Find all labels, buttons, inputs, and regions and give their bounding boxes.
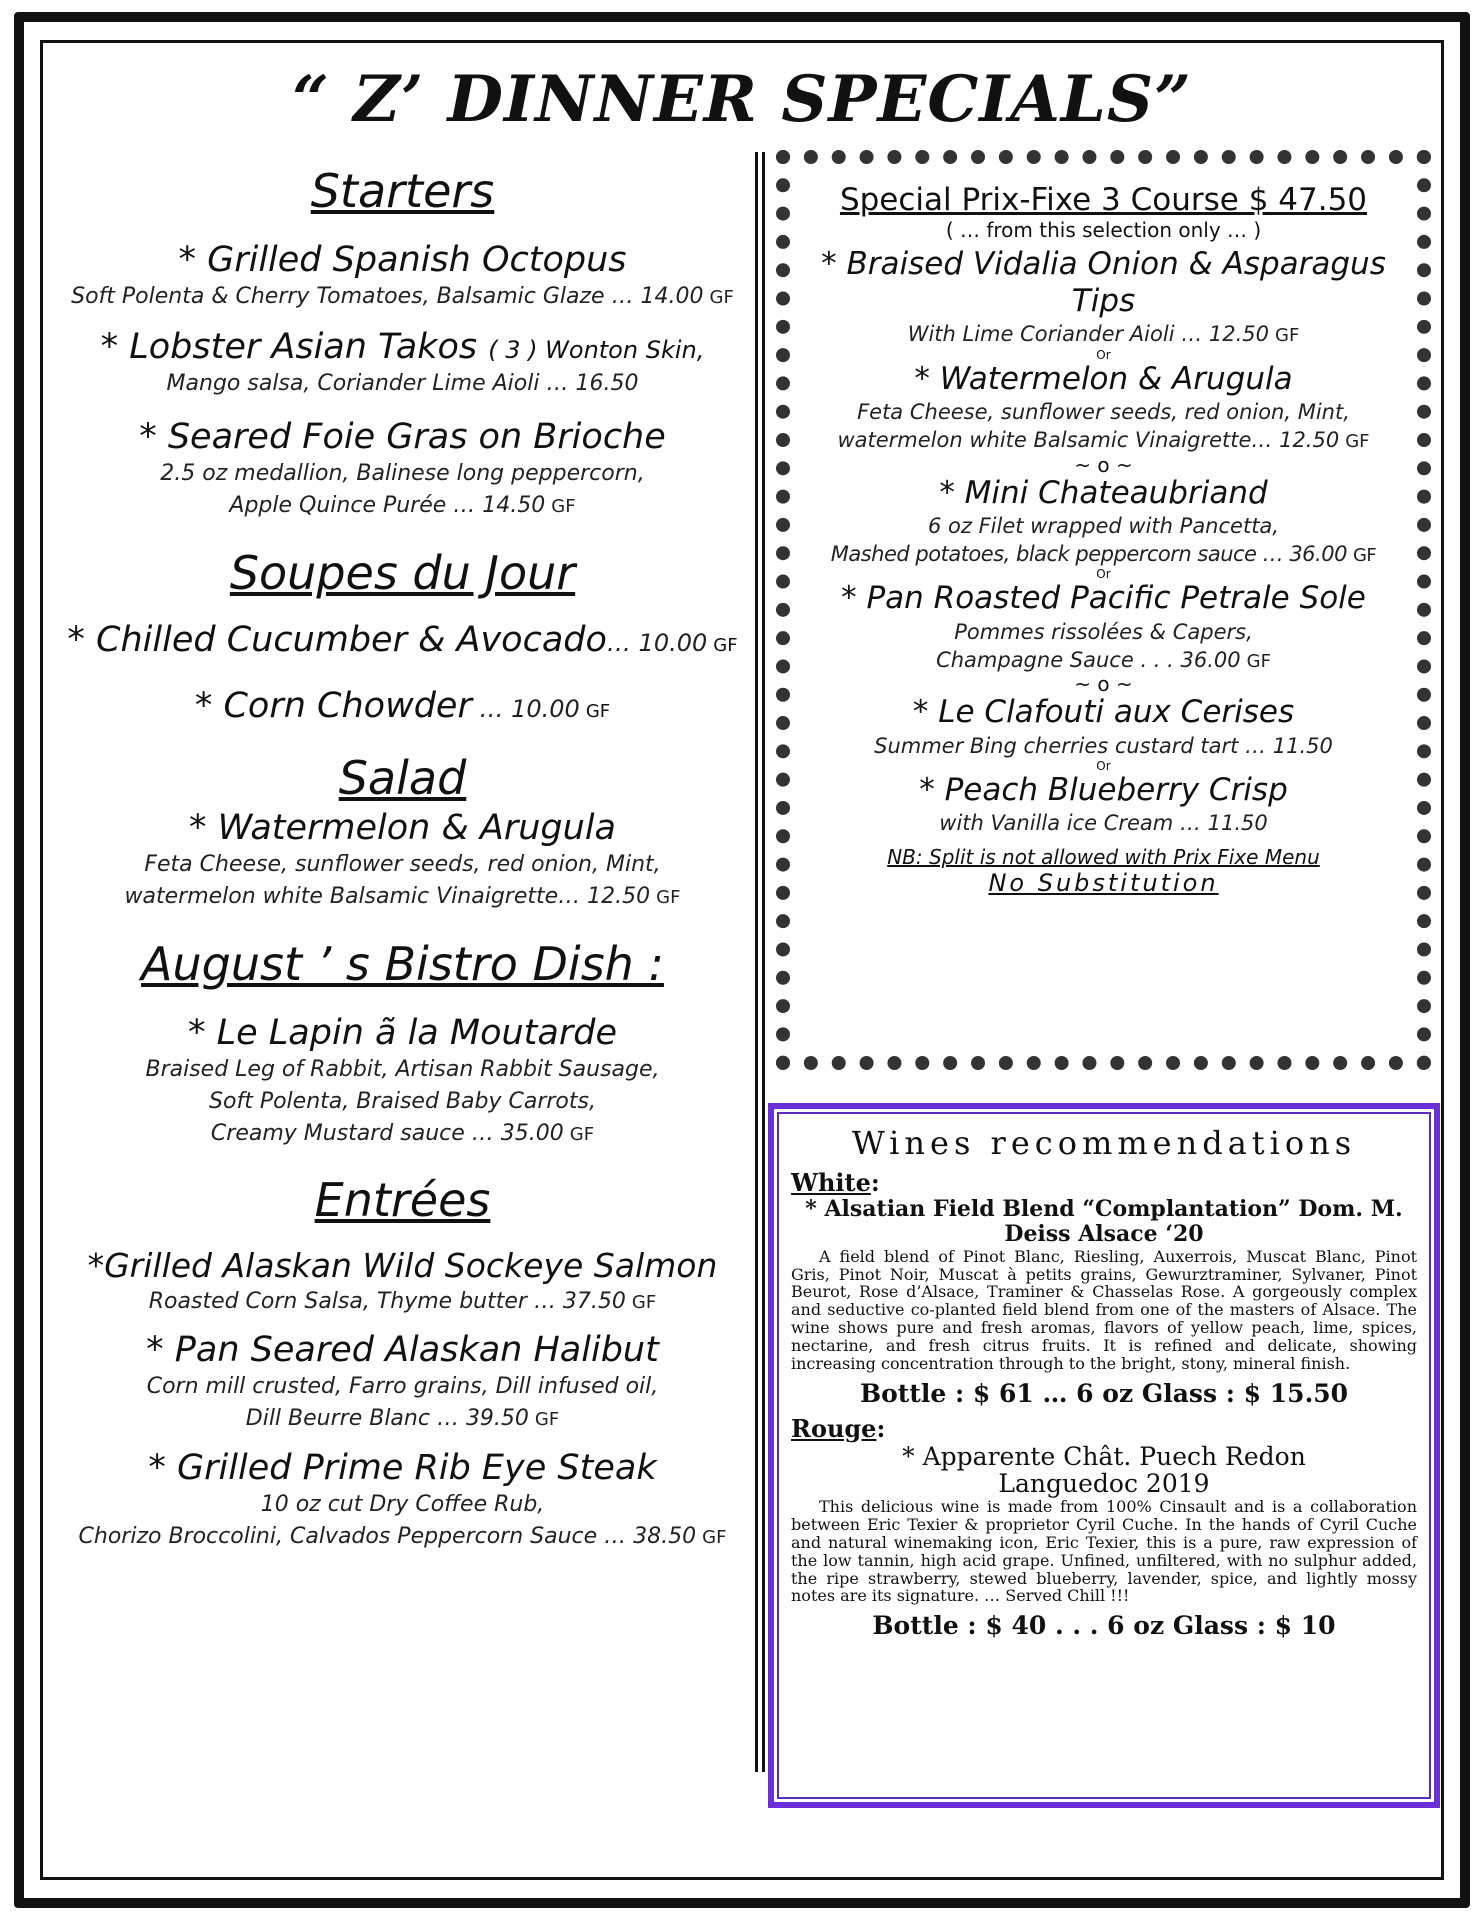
soup-cucumber: * Chilled Cucumber & Avocado… 10.00 GF <box>67 619 738 660</box>
bistro-desc-1: Braised Leg of Rabbit, Artisan Rabbit Sausage, <box>145 1056 660 1082</box>
no-substitution-note: No Substitution <box>988 869 1219 898</box>
white-wine-price: Bottle : $ 61 … 6 oz Glass : $ 15.50 <box>859 1378 1349 1408</box>
prix-sole-desc-1: Pommes rissolées & Capers, <box>954 619 1253 644</box>
left-column <box>55 160 750 1553</box>
rouge-wine-desc: This delicious wine is made from 100% Cinsault and is a collaboration between Eric Texier & proprietor Cyril Cuche. In the hands of Cyril Cuche and natural winemaking icon, Eric Texier, this is a pure, raw expression of the low tannin, high acid grape. Unfined, unfiltered, with no sulphur added, the ripe strawberry, stewed blueberry, lavender, spice, and lightly mossy notes are its signature. … Served Chill !!! <box>791 1496 1417 1606</box>
entree-halibut-desc-2: Dill Beurre Blanc … 39.50 GF <box>245 1406 560 1432</box>
salad-desc-2: watermelon white Balsamic Vinaigrette… 12.50 GF <box>124 884 681 910</box>
rouge-label: Rouge: <box>791 1413 886 1443</box>
entree-salmon-name: *Grilled Alaskan Wild Sockeye Salmon <box>87 1245 718 1285</box>
soup-corn: * Corn Chowder … 10.00 GF <box>194 685 611 726</box>
entree-salmon-desc: Roasted Corn Salsa, Thyme butter … 37.50 GF <box>148 1288 657 1314</box>
prix-clafouti-name: * Le Clafouti aux Cerises <box>912 694 1295 731</box>
prix-fixe-heading: Special Prix-Fixe 3 Course $ 47.50 <box>839 182 1368 218</box>
starters-heading: Starters <box>310 164 495 218</box>
starter-octopus-desc: Soft Polenta & Cherry Tomatoes, Balsamic Glaze … 14.00 GF <box>71 283 734 309</box>
prix-fixe-sub: ( … from this selection only … ) <box>945 218 1262 242</box>
rouge-wine-name-2: Languedoc 2019 <box>998 1469 1210 1499</box>
prix-sole-desc-2: Champagne Sauce . . . 36.00 GF <box>936 648 1271 672</box>
prix-watermelon-name: * Watermelon & Arugula <box>914 360 1293 397</box>
starter-foie-desc-1: 2.5 oz medallion, Balinese long peppercorn, <box>160 461 645 487</box>
starter-octopus-name: * Grilled Spanish Octopus <box>178 239 627 280</box>
bistro-heading: August ’ s Bistro Dish : <box>141 937 664 992</box>
bistro-desc-3: Creamy Mustard sauce … 35.00 GF <box>210 1120 595 1146</box>
wine-box <box>768 1103 1440 1808</box>
white-wine-name: * Alsatian Field Blend “Complantation” Dom. M. Deiss Alsace ‘20 <box>805 1196 1403 1248</box>
course-separator: ~ o ~ <box>1074 672 1133 697</box>
or-divider: Or <box>1096 758 1111 773</box>
prix-watermelon-desc-1: Feta Cheese, sunflower seeds, red onion, Mint, <box>857 399 1350 424</box>
white-wine-desc: A field blend of Pinot Blanc, Riesling, Auxerrois, Muscat Blanc, Pinot Gris, Pinot Noir, Muscat à petits grains, Gewurztraminer, Sylvaner, Pinot Beurot, Rose d’Alsace, Traminer & Chasselas Rose. A gorgeously complex and seductive co-planted field blend from one of the masters of Alsace. The wine shows pure and fresh aromas, flavors of yellow peach, lime, spices, nectarine, and fresh citrus fruits. It is refined and delicate, showing increasing concentration through to the bright, stony, mineral finish. <box>791 1246 1417 1374</box>
prix-chateaubriand-name: * Mini Chateaubriand <box>939 474 1268 511</box>
prix-clafouti-desc: Summer Bing cherries custard tart … 11.50 <box>874 733 1333 758</box>
column-divider <box>755 152 765 1772</box>
entree-halibut-name: * Pan Seared Alaskan Halibut <box>146 1330 659 1371</box>
entree-steak-desc-2: Chorizo Broccolini, Calvados Peppercorn Sauce … 38.50 GF <box>78 1524 727 1550</box>
entree-halibut-desc-1: Corn mill crusted, Farro grains, Dill infused oil, <box>146 1374 659 1400</box>
entree-steak-name: * Grilled Prime Rib Eye Steak <box>148 1448 657 1489</box>
starter-foie-name: * Seared Foie Gras on Brioche <box>139 417 666 458</box>
salad-desc-1: Feta Cheese, sunflower seeds, red onion, Mint, <box>144 852 661 878</box>
salad-heading: Salad <box>338 750 467 805</box>
prix-onion-name: * Braised Vidalia Onion & Asparagus Tips <box>821 246 1386 320</box>
course-separator: ~ o ~ <box>1074 452 1133 477</box>
salad-name: * Watermelon & Arugula <box>189 808 616 849</box>
prix-onion-desc: With Lime Coriander Aioli … 12.50 GF <box>907 322 1300 347</box>
prix-crisp-name: * Peach Blueberry Crisp <box>919 771 1288 808</box>
rouge-wine-price: Bottle : $ 40 . . . 6 oz Glass : $ 10 <box>872 1611 1336 1641</box>
or-divider: Or <box>1096 347 1111 362</box>
starter-takos-name: * Lobster Asian Takos ( 3 ) Wonton Skin, <box>100 327 705 368</box>
split-note: NB: Split is not allowed with Prix Fixe Menu <box>887 845 1320 870</box>
prix-chateaubriand-desc-1: 6 oz Filet wrapped with Pancetta, <box>928 513 1279 538</box>
entrees-heading: Entrées <box>314 1173 491 1228</box>
prix-crisp-desc: with Vanilla ice Cream … 11.50 <box>939 811 1268 836</box>
soups-heading: Soupes du Jour <box>229 546 576 601</box>
or-divider: Or <box>1096 567 1111 582</box>
starter-takos-desc: Mango salsa, Coriander Lime Aioli … 16.50 <box>166 371 639 397</box>
prix-sole-name: * Pan Roasted Pacific Petrale Sole <box>841 580 1366 617</box>
white-label: White: <box>791 1168 880 1197</box>
starter-foie-desc-2: Apple Quince Purée … 14.50 GF <box>229 493 576 519</box>
wine-heading: Wines recommendations <box>851 1124 1357 1162</box>
bistro-name: * Le Lapin ã la Moutarde <box>188 1012 617 1053</box>
page-title: “ Z’ DINNER SPECIALS” <box>292 62 1192 137</box>
prix-chateaubriand-desc-2: Mashed potatoes, black peppercorn sauce … 36.00 GF <box>830 542 1377 567</box>
rouge-wine-name-1: * Apparente Chât. Puech Redon <box>902 1441 1306 1471</box>
entree-steak-desc-1: 10 oz cut Dry Coffee Rub, <box>260 1492 545 1518</box>
bistro-desc-2: Soft Polenta, Braised Baby Carrots, <box>209 1088 596 1114</box>
prix-fixe-box <box>776 150 1431 1070</box>
prix-watermelon-desc-2: watermelon white Balsamic Vinaigrette… 12.50 GF <box>837 428 1370 453</box>
